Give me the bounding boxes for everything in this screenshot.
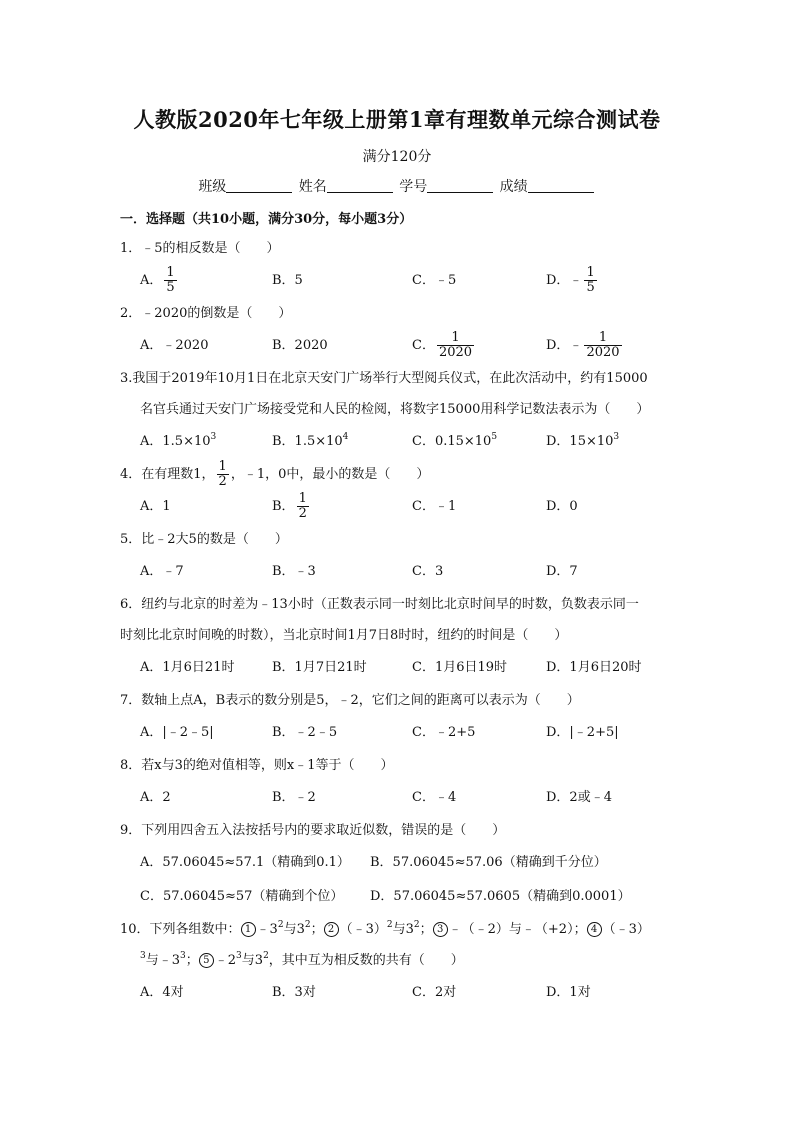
score-blank[interactable] [528,178,594,193]
question-stem-line-1: 6．纽约与北京的时差为﹣13小时（正数表示同一时刻比北京时间早的时数，负数表示同一 [120,597,639,612]
fraction: $\frac{1}{2020}$ [438,330,473,360]
question-stem: 1．﹣5的相反数是（ ） [120,241,280,256]
question-9 [120,815,680,914]
option-b: B．﹣2﹣5 [272,725,338,740]
option-a: A．2 [140,790,171,805]
question-4 [120,459,680,524]
fraction: $\frac{1}{2}$ [298,491,307,521]
option-b: B．5 [272,273,303,288]
option-d: D．$15\times 10^3$ [546,432,620,449]
option-d: D．57.06045≈57.0605（精确到0.0001） [370,889,631,904]
option-c: C．$0.15\times 10^5$ [412,432,498,449]
option-d: D．|﹣2+5| [546,725,619,740]
option-d: D．2或﹣4 [546,790,612,805]
option-b: B．﹣2 [272,790,316,805]
question-stem-line-1: 3.我国于2019年10月1日在北京天安门广场举行大型阅兵仪式，在此次活动中，约有15000 [120,371,648,386]
option-b: B．3对 [272,985,316,1000]
option-c: C．2对 [412,985,457,1000]
option-d: D．0 [546,499,578,514]
options-row-2 [120,880,680,914]
question-stem: 9．下列用四舍五入法按括号内的要求取近似数，错误的是（ ） [120,823,506,838]
score-label: 成绩 [499,179,528,195]
option-d: D．1月6日20时 [546,660,642,675]
option-b: B． $\frac{1}{2}$ [272,491,307,521]
question-list [120,233,680,1010]
option-c: C．﹣5 [412,273,457,288]
option-c: C．3 [412,564,444,579]
question-10 [120,914,680,1010]
question-2 [120,298,680,363]
option-c: C．1月6日19时 [412,660,508,675]
option-a: A．57.06045≈57.1（精确到0.1） [140,855,350,870]
question-stem: 2．﹣2020的倒数是（ ） [120,306,292,321]
option-d: D．7 [546,564,578,579]
option-c: C．﹣2+5 [412,725,476,740]
options [120,425,680,459]
page-title: 人教版2020年七年级上册第1章有理数单元综合测试卷 [133,107,661,132]
options [120,781,680,815]
circled-number: 1 [241,922,256,937]
question-stem-line-2: 名官兵通过天安门广场接受党和人民的检阅，将数字15000用科学记数法表示为（ ） [140,402,650,417]
fraction: $\frac{1}{2020}$ [586,330,620,360]
id-blank[interactable] [427,178,493,193]
option-a: A． $\frac{1}{5}$ [140,265,175,295]
question-stem: 5．比﹣2大5的数是（ ） [120,532,288,547]
fraction: $\frac{1}{5}$ [166,265,175,295]
options [120,651,680,685]
option-b: B．1月7日21时 [272,660,367,675]
options-row-1 [120,846,680,880]
option-a: A．1月6日21时 [140,660,235,675]
circled-number: 3 [433,922,448,937]
option-a: A．﹣7 [140,564,184,579]
fraction: $\frac{1}{2}$ [218,459,227,489]
option-c: C．﹣4 [412,790,457,805]
class-blank[interactable] [226,178,292,193]
options [120,555,680,589]
option-b: B．﹣3 [272,564,316,579]
option-a: A．﹣2020 [140,338,209,353]
class-label: 班级 [198,179,227,195]
option-b: B．57.06045≈57.06（精确到千分位） [370,855,607,870]
option-b: B．2020 [272,338,328,353]
question-6 [120,589,680,685]
question-8 [120,750,680,815]
option-d: D．1对 [546,985,591,1000]
option-b: B．$1.5\times 10^4$ [272,432,349,449]
question-3 [120,363,680,459]
question-stem: 8．若x与3的绝对值相等，则x﹣1等于（ ） [120,758,394,773]
question-7 [120,685,680,750]
question-1 [120,233,680,298]
question-stem-line-1: 10．下列各组数中： 1 $﹣3^2$与$3^2$； 2 （﹣3）$^2$与$3^2$； 3 ﹣（﹣2）与﹣（+2）； 4 （﹣3） [120,920,650,937]
option-a: A．4对 [140,985,184,1000]
option-a: A．1 [140,499,171,514]
circled-number: 5 [199,953,214,968]
question-stem-line-2: $^3$与$﹣3^3$； 5 $﹣2^3$与$3^2$，其中互为相反数的共有（ ） [140,951,464,968]
option-a: A．$1.5\times 10^3$ [140,432,217,449]
name-label: 姓名 [298,179,327,195]
options [120,976,680,1010]
question-stem-line-2: 时刻比北京时间晚的时数），当北京时间1月7日8时时，纽约的时间是（ ） [120,628,568,643]
question-stem: 7．数轴上点A，B表示的数分别是5，﹣2，它们之间的距离可以表示为（ ） [120,693,580,708]
option-c: C．﹣1 [412,499,457,514]
fraction: $\frac{1}{5}$ [586,265,595,295]
option-c: C． $\frac{1}{2020}$ [412,330,473,360]
options [120,490,680,524]
options [120,264,680,298]
option-a: A．|﹣2﹣5| [140,725,214,740]
option-d: D．﹣ $\frac{1}{2020}$ [546,330,620,360]
options [120,329,680,363]
option-c: C．57.06045≈57（精确到个位） [140,889,344,904]
options [120,716,680,750]
question-stem: 4．在有理数1， $\frac{1}{2}$ ，﹣1，0中，最小的数是（ ） [120,459,430,489]
circled-number: 2 [324,922,339,937]
option-d: D．﹣ $\frac{1}{5}$ [546,265,595,295]
circled-number: 4 [587,922,602,937]
full-score: 满分120分 [362,149,432,165]
student-info-line [0,176,794,196]
id-label: 学号 [399,179,428,195]
section-heading: 一．选择题（共10小题，满分30分，每小题3分） [120,212,413,227]
name-blank[interactable] [327,178,393,193]
question-5 [120,524,680,589]
